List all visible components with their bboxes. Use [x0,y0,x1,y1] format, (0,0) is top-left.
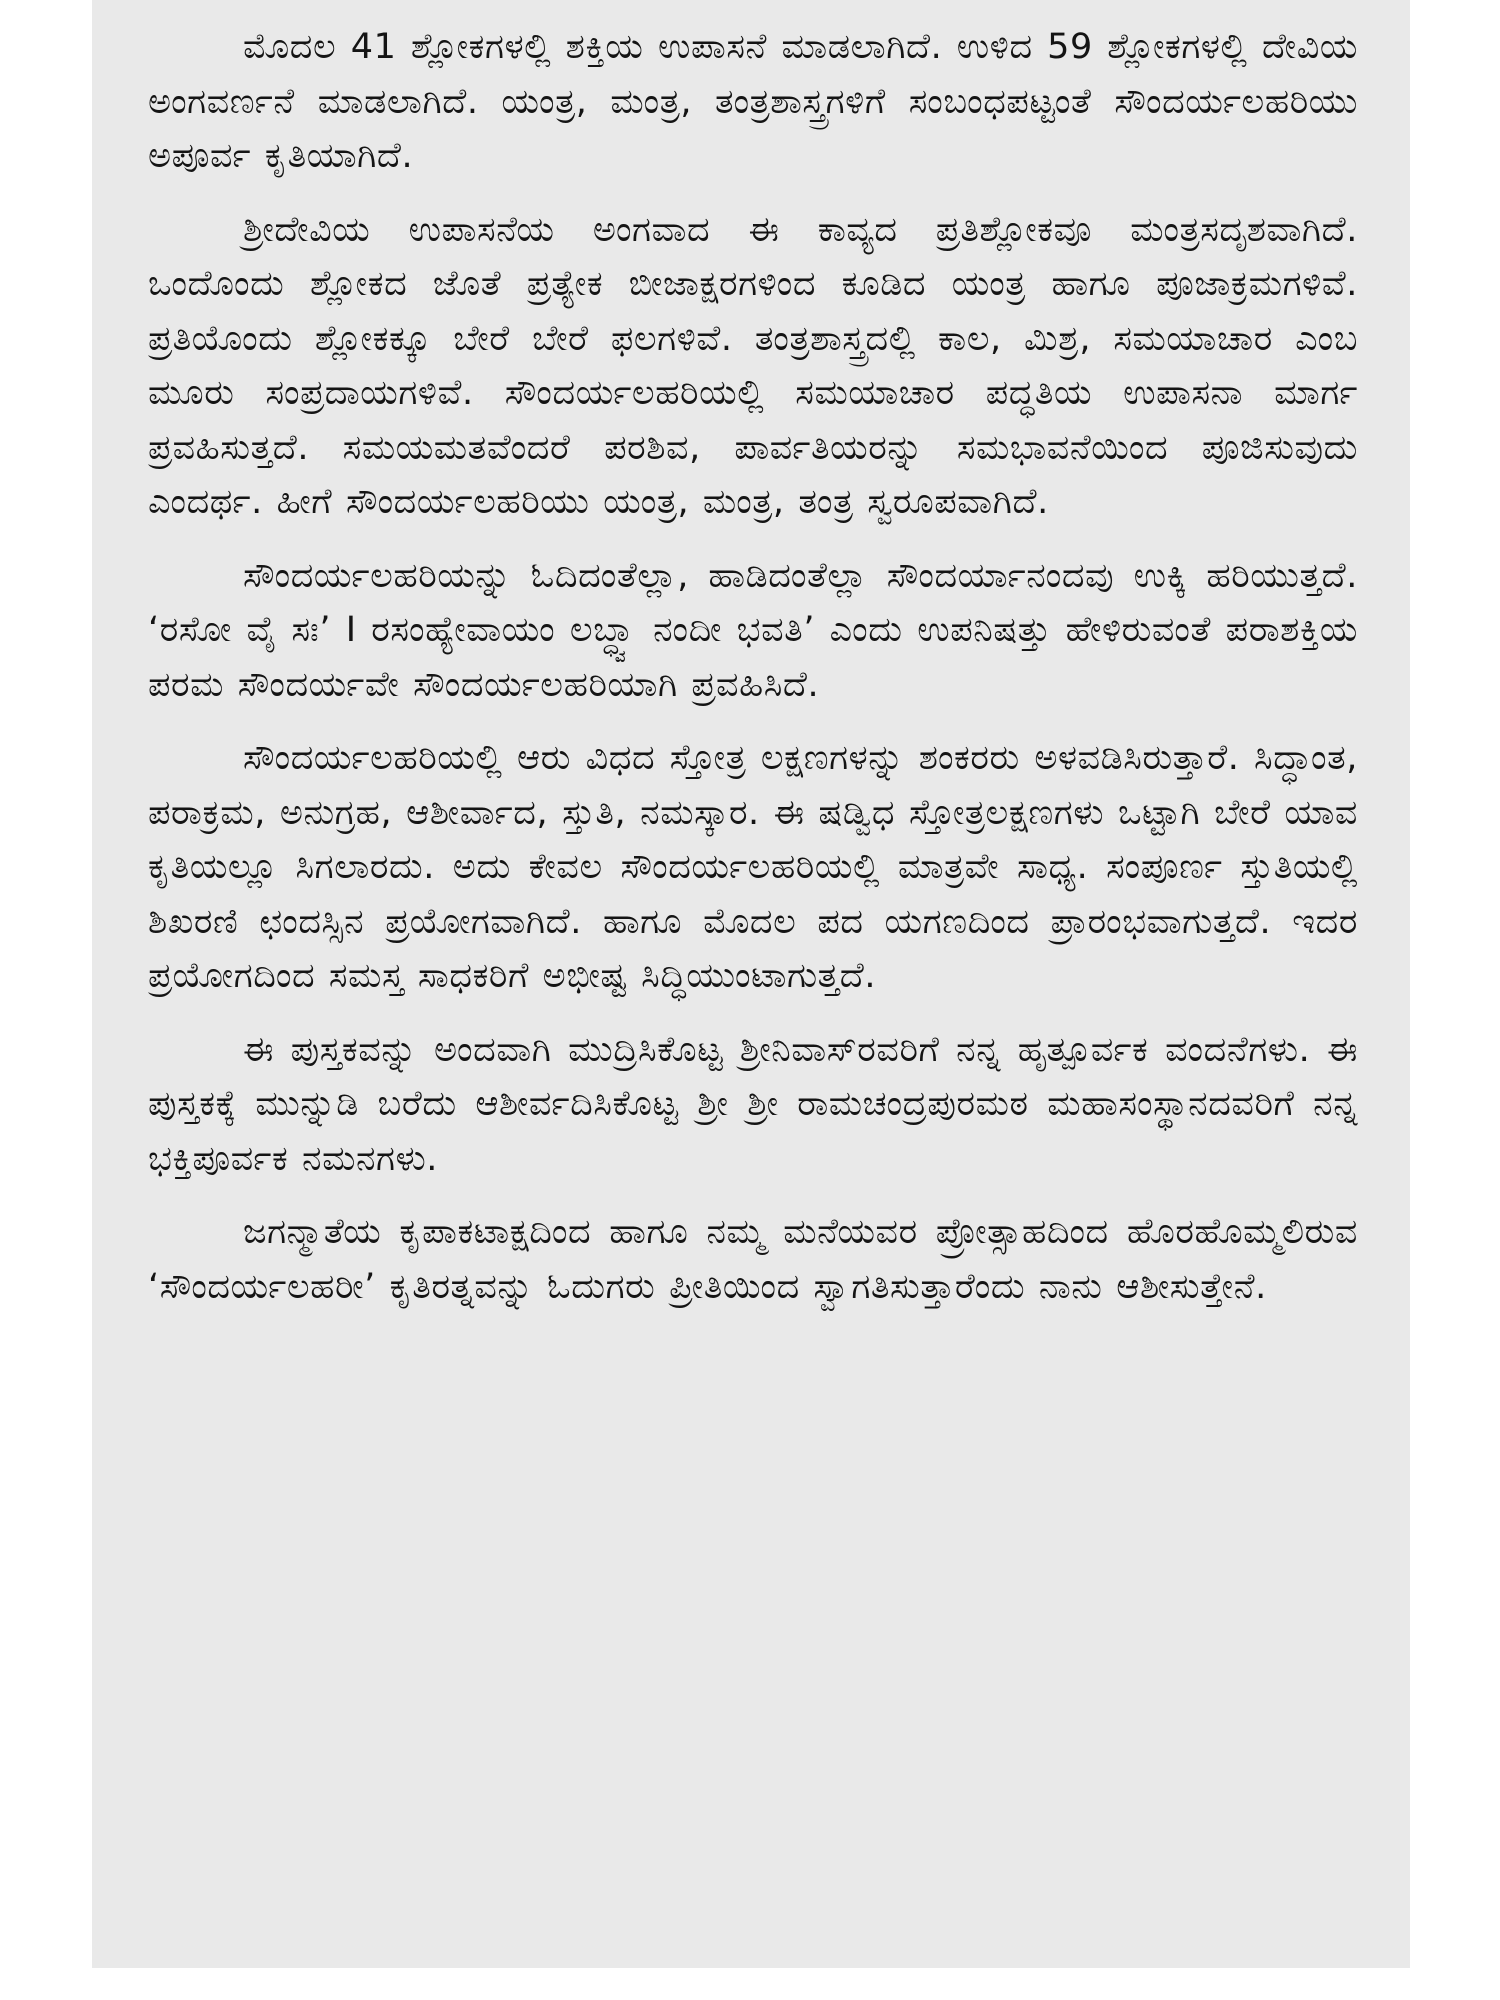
paragraph-2: ಶ್ರೀದೇವಿಯ ಉಪಾಸನೆಯ ಅಂಗವಾದ ಈ ಕಾವ್ಯದ ಪ್ರತಿಶ್ಲೋಕವೂ ಮಂತ್ರಸದೃಶವಾಗಿದೆ. ಒಂದೊಂದು ಶ್ಲೋಕದ ಜೊತೆ ಪ್ರತ್ಯೇಕ ಬೀಜಾಕ್ಷರಗಳಿಂದ ಕೂಡಿದ ಯಂತ್ರ ಹಾಗೂ ಪೂಜಾಕ್ರಮಗಳಿವೆ. ಪ್ರತಿಯೊಂದು ಶ್ಲೋಕಕ್ಕೂ ಬೇರೆ ಬೇರೆ ಫಲಗಳಿವೆ. ತಂತ್ರಶಾಸ್ತ್ರದಲ್ಲಿ ಕಾಲ, ಮಿಶ್ರ, ಸಮಯಾಚಾರ ಎಂಬ ಮೂರು ಸಂಪ್ರದಾಯಗಳಿವೆ. ಸೌಂದರ್ಯಲಹರಿಯಲ್ಲಿ ಸಮಯಾಚಾರ ಪದ್ಧತಿಯ ಉಪಾಸನಾ ಮಾರ್ಗ ಪ್ರವಹಿಸುತ್ತದೆ. ಸಮಯಮತವೆಂದರೆ ಪರಶಿವ, ಪಾರ್ವತಿಯರನ್ನು ಸಮಭಾವನೆಯಿಂದ ಪೂಜಿಸುವುದು ಎಂದರ್ಥ. ಹೀಗೆ ಸೌಂದರ್ಯಲಹರಿಯು ಯಂತ್ರ, ಮಂತ್ರ, ತಂತ್ರ ಸ್ವರೂಪವಾಗಿದೆ. [148,209,1358,522]
paragraph-4: ಸೌಂದರ್ಯಲಹರಿಯಲ್ಲಿ ಆರು ವಿಧದ ಸ್ತೋತ್ರ ಲಕ್ಷಣಗಳನ್ನು ಶಂಕರರು ಅಳವಡಿಸಿರುತ್ತಾರೆ. ಸಿದ್ಧಾಂತ, ಪರಾಕ್ರಮ, ಅನುಗ್ರಹ, ಆಶೀರ್ವಾದ, ಸ್ತುತಿ, ನಮಸ್ಕಾರ. ಈ ಷಡ್ವಿಧ ಸ್ತೋತ್ರಲಕ್ಷಣಗಳು ಒಟ್ಟಾಗಿ ಬೇರೆ ಯಾವ ಕೃತಿಯಲ್ಲೂ ಸಿಗಲಾರದು. ಅದು ಕೇವಲ ಸೌಂದರ್ಯಲಹರಿಯಲ್ಲಿ ಮಾತ್ರವೇ ಸಾಧ್ಯ. ಸಂಪೂರ್ಣ ಸ್ತುತಿಯಲ್ಲಿ ಶಿಖರಣಿ ಛಂದಸ್ಸಿನ ಪ್ರಯೋಗವಾಗಿದೆ. ಹಾಗೂ ಮೊದಲ ಪದ ಯಗಣದಿಂದ ಪ್ರಾರಂಭವಾಗುತ್ತದೆ. ಇದರ ಪ್ರಯೋಗದಿಂದ ಸಮಸ್ತ ಸಾಧಕರಿಗೆ ಅಭೀಷ್ಟ ಸಿದ್ಧಿಯುಂಟಾಗುತ್ತದೆ. [148,738,1358,996]
paragraph-1: ಮೊದಲ 41 ಶ್ಲೋಕಗಳಲ್ಲಿ ಶಕ್ತಿಯ ಉಪಾಸನೆ ಮಾಡಲಾಗಿದೆ. ಉಳಿದ 59 ಶ್ಲೋಕಗಳಲ್ಲಿ ದೇವಿಯ ಅಂಗವರ್ಣನೆ ಮಾಡಲಾಗಿದೆ. ಯಂತ್ರ, ಮಂತ್ರ, ತಂತ್ರಶಾಸ್ತ್ರಗಳಿಗೆ ಸಂಬಂಧಪಟ್ಟಂತೆ ಸೌಂದರ್ಯಲಹರಿಯು ಅಪೂರ್ವ ಕೃತಿಯಾಗಿದೆ. [148,27,1358,176]
scanned-page [92,0,1410,1968]
page-text [148,20,1358,1314]
paragraph-6: ಜಗನ್ಮಾತೆಯ ಕೃಪಾಕಟಾಕ್ಷದಿಂದ ಹಾಗೂ ನಮ್ಮ ಮನೆಯವರ ಪ್ರೋತ್ಸಾಹದಿಂದ ಹೊರಹೊಮ್ಮಲಿರುವ ‘ಸೌಂದರ್ಯಲಹರೀ’ ಕೃತಿರತ್ನವನ್ನು ಓದುಗರು ಪ್ರೀತಿಯಿಂದ ಸ್ವಾಗತಿಸುತ್ತಾರೆಂದು ನಾನು ಆಶೀಸುತ್ತೇನೆ. [148,1212,1358,1307]
paragraph-5: ಈ ಪುಸ್ತಕವನ್ನು ಅಂದವಾಗಿ ಮುದ್ರಿಸಿಕೊಟ್ಟ ಶ್ರೀನಿವಾಸ್‌ರವರಿಗೆ ನನ್ನ ಹೃತ್ಪೂರ್ವಕ ವಂದನೆಗಳು. ಈ ಪುಸ್ತಕಕ್ಕೆ ಮುನ್ನುಡಿ ಬರೆದು ಆಶೀರ್ವದಿಸಿಕೊಟ್ಟ ಶ್ರೀ ಶ್ರೀ ರಾಮಚಂದ್ರಪುರಮಠ ಮಹಾಸಂಸ್ಥಾನದವರಿಗೆ ನನ್ನ ಭಕ್ತಿಪೂರ್ವಕ ನಮನಗಳು. [148,1029,1358,1179]
paragraph-3: ಸೌಂದರ್ಯಲಹರಿಯನ್ನು ಓದಿದಂತೆಲ್ಲಾ, ಹಾಡಿದಂತೆಲ್ಲಾ ಸೌಂದರ್ಯಾನಂದವು ಉಕ್ಕಿ ಹರಿಯುತ್ತದೆ. ‘ರಸೋ ವೈ ಸಃ’ I ರಸಂಹ್ಯೇವಾಯಂ ಲಬ್ಧ್ವಾ ನಂದೀ ಭವತಿ’ ಎಂದು ಉಪನಿಷತ್ತು ಹೇಳಿರುವಂತೆ ಪರಾಶಕ್ತಿಯ ಪರಮ ಸೌಂದರ್ಯವೇ ಸೌಂದರ್ಯಲಹರಿಯಾಗಿ ಪ್ರವಹಿಸಿದೆ. [148,555,1358,705]
